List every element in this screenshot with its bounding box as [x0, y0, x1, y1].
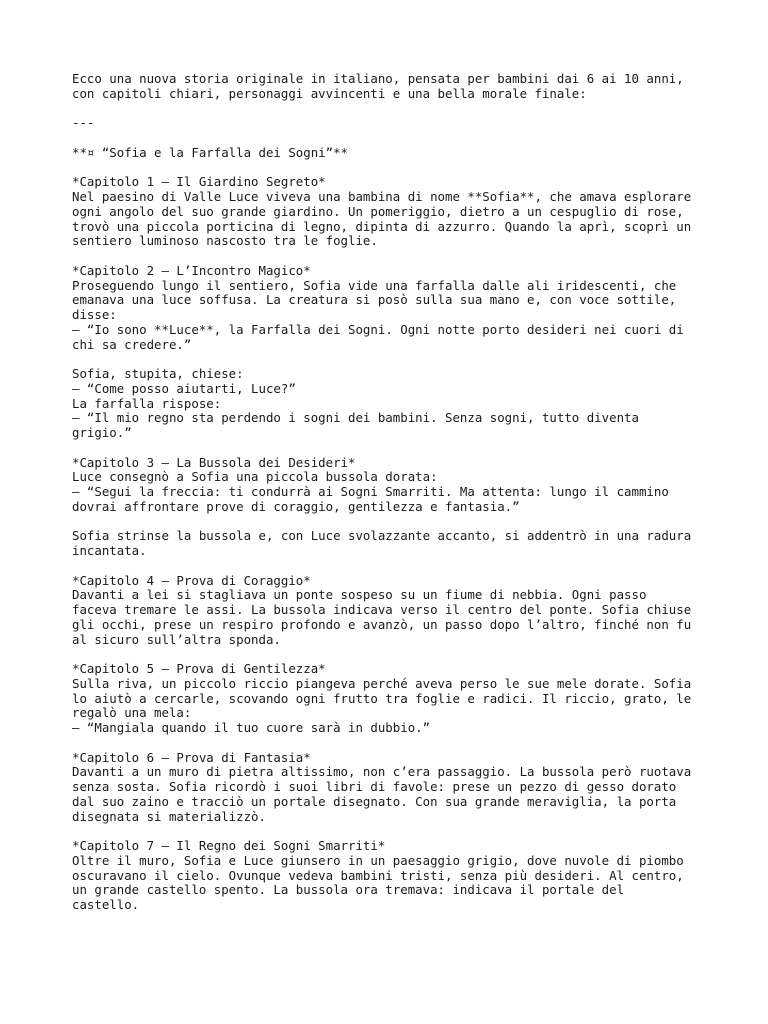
text-line: senza sosta. Sofia ricordò i suoi libri di favole: prese un pezzo di gesso dorato: [72, 779, 677, 794]
chapter-heading: *Capitolo 1 – Il Giardino Segreto*: [72, 174, 326, 190]
text-line: grigio.”: [72, 425, 132, 440]
paragraph: [72, 839, 712, 913]
text-line: dovrai affrontare prove di coraggio, gentilezza e fantasia.”: [72, 498, 520, 514]
chapter-heading: *Capitolo 5 – Prova di Gentilezza*: [72, 661, 326, 676]
text-line: — “Come posso aiutarti, Luce?”: [72, 380, 296, 396]
text-line: **¤ “Sofia e la Farfalla dei Sogni”**: [72, 144, 349, 160]
text-line: Nel paesino di Valle Luce viveva una bambina di nome **Sofia**, che amava esplorare: [72, 189, 692, 204]
text-line: al sicuro sull’altra sponda.: [72, 631, 281, 647]
text-line: faceva tremare le assi. La bussola indicava verso il centro del ponte. Sofia chiuse: [72, 602, 692, 617]
chapter-heading: *Capitolo 3 – La Bussola dei Desideri*: [72, 454, 356, 470]
paragraph: [72, 456, 712, 515]
separator: [72, 116, 712, 131]
chapter-heading: *Capitolo 6 – Prova di Fantasia*: [72, 749, 311, 765]
paragraph: [72, 529, 712, 559]
text-line: emanava una luce soffusa. La creatura si posò sulla sua mano e, con voce sottile,: [72, 292, 677, 308]
text-line: — “Mangiala quando il tuo cuore sarà in dubbio.”: [72, 720, 431, 735]
text-line: La farfalla rispose:: [72, 395, 222, 411]
text-line: Sofia, stupita, chiese:: [72, 366, 244, 381]
text-line: gli occhi, prese un respiro profondo e avanzò, un passo dopo l’altro, finché non fu: [72, 616, 692, 632]
text-line: sentiero luminoso nascosto tra le foglie.: [72, 233, 378, 249]
chapter-heading: *Capitolo 4 – Prova di Coraggio*: [72, 572, 311, 588]
paragraph: [72, 751, 712, 825]
document-page: [72, 72, 712, 928]
text-line: — “Io sono **Luce**, la Farfalla dei Sogni. Ogni notte porto desideri nei cuori di: [72, 321, 684, 337]
text-line: con capitoli chiari, personaggi avvincenti e una bella morale finale:: [72, 85, 587, 101]
text-line: dal suo zaino e tracciò un portale disegnato. Con sua grande meraviglia, la porta: [72, 793, 677, 809]
text-line: trovò una piccola porticina di legno, dipinta di azzurro. Quando la aprì, scoprì un: [72, 218, 692, 234]
text-line: Proseguendo lungo il sentiero, Sofia vide una farfalla dalle ali iridescenti, che: [72, 277, 677, 293]
text-line: Luce consegnò a Sofia una piccola bussola dorata:: [72, 469, 438, 485]
text-line: disegnata si materializzò.: [72, 808, 266, 824]
text-line: Davanti a lei si stagliava un ponte sospeso su un fiume di nebbia. Ogni passo: [72, 587, 647, 603]
text-line: castello.: [72, 897, 140, 912]
chapter-heading: *Capitolo 2 – L’Incontro Magico*: [72, 262, 311, 278]
text-line: lo aiutò a cercarle, scovando ogni frutto tra foglie e radici. Il riccio, grato, le: [72, 690, 692, 706]
paragraph: [72, 72, 712, 102]
text-line: regalò una mela:: [72, 705, 192, 721]
text-line: Ecco una nuova storia originale in italiano, pensata per bambini dai 6 ai 10 anni,: [72, 71, 684, 86]
text-line: — “Segui la freccia: ti condurrà ai Sogni Smarriti. Ma attenta: lungo il cammino: [72, 484, 669, 499]
text-line: chi sa credere.”: [72, 336, 192, 352]
text-line: Sofia strinse la bussola e, con Luce svolazzante accanto, si addentrò in una radura: [72, 528, 692, 544]
paragraph: [72, 367, 712, 441]
text-line: Oltre il muro, Sofia e Luce giunsero in un paesaggio grigio, dove nuvole di piombo: [72, 852, 684, 868]
text-line: un grande castello spento. La bussola ora tremava: indicava il portale del: [72, 882, 625, 898]
text-line: oscuravano il cielo. Ovunque vedeva bambini tristi, senza più desideri. Al centro,: [72, 867, 684, 883]
paragraph: [72, 662, 712, 736]
paragraph: [72, 175, 712, 249]
text-line: — “Il mio regno sta perdendo i sogni dei bambini. Senza sogni, tutto diventa: [72, 410, 639, 426]
text-line: Sulla riva, un piccolo riccio piangeva perché aveva perso le sue mele dorate. Sofia: [72, 675, 692, 691]
text-line: ---: [72, 115, 95, 131]
paragraph: [72, 574, 712, 648]
paragraph: [72, 264, 712, 353]
text-line: ogni angolo del suo grande giardino. Un pomeriggio, dietro a un cespuglio di rose,: [72, 203, 684, 219]
text-line: Davanti a un muro di pietra altissimo, non c’era passaggio. La bussola però ruotava: [72, 764, 692, 780]
chapter-heading: *Capitolo 7 – Il Regno dei Sogni Smarriti*: [72, 838, 386, 853]
story-title: [72, 146, 712, 161]
text-line: disse:: [72, 307, 117, 322]
text-line: incantata.: [72, 543, 147, 558]
